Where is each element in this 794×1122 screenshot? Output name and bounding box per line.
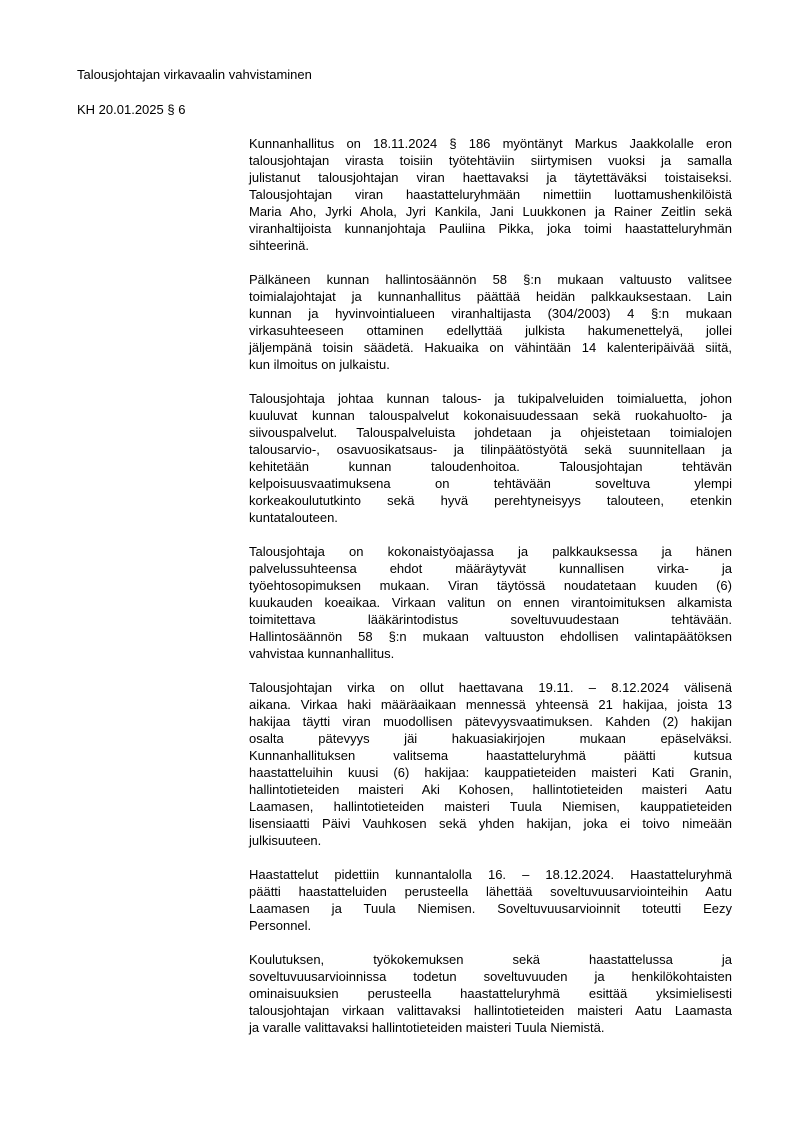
meeting-reference: KH 20.01.2025 § 6 <box>77 102 186 117</box>
body-paragraph <box>249 271 732 373</box>
paragraph-line: Maria Aho, Jyrki Ahola, Jyri Kankila, Jani Luukkonen ja Rainer Zeitlin sekä <box>249 204 732 219</box>
paragraph-line: Personnel. <box>249 918 312 933</box>
body-paragraph <box>249 951 732 1036</box>
paragraph-line: osalta pätevyys jäi hakuasiakirjojen mukaan epäselväksi. <box>249 731 732 746</box>
document-body <box>249 135 732 1053</box>
paragraph-line: vahvistaa kunnanhallitus. <box>249 646 395 661</box>
paragraph-line: virkasuhteeseen ottaminen edellyttää julkista hakumenettelyä, jollei <box>249 323 732 338</box>
paragraph-line: julistanut talousjohtajan viran haettavaksi ja täytettäväksi toistaiseksi. <box>249 170 732 185</box>
paragraph-line: Haastattelut pidettiin kunnantalolla 16. – 18.12.2024. Haastatteluryhmä <box>249 867 732 882</box>
paragraph-line: kunnan ja hyvinvointialueen viranhaltijasta (304/2003) 4 §:n mukaan <box>249 306 732 321</box>
paragraph-line: Pälkäneen kunnan hallintosäännön 58 §:n mukaan valtuusto valitsee <box>249 272 732 287</box>
paragraph-line: Hallintosäännön 58 §:n mukaan valtuuston ehdollisen valintapäätöksen <box>249 629 732 644</box>
paragraph-line: toimitettava lääkärintodistus soveltuvuudestaan tehtävään. <box>249 612 732 627</box>
body-paragraph <box>249 390 732 526</box>
paragraph-line: toimialajohtajat ja kunnanhallitus päättää heidän palkkauksestaan. Lain <box>249 289 732 304</box>
body-paragraph <box>249 543 732 662</box>
document-title: Talousjohtajan virkavaalin vahvistaminen <box>77 67 312 82</box>
paragraph-line: soveltuvuusarvioinnissa todetun soveltuvuuden ja henkilökohtaisten <box>249 969 732 984</box>
paragraph-line: Talousjohtaja johtaa kunnan talous- ja tukipalveluiden toimialuetta, johon <box>249 391 732 406</box>
paragraph-line: Laamasen ja Tuula Niemisen. Soveltuvuusarvioinnit toteutti Eezy <box>249 901 732 916</box>
paragraph-line: talousjohtajan virasta toisiin työtehtäviin siirtymisen vuoksi ja samalla <box>249 153 732 168</box>
paragraph-line: lisensiaatti Päivi Vauhkosen sekä yhden hakijan, joka ei toivo nimeään <box>249 816 732 831</box>
paragraph-line: kuuluvat kunnan talouspalvelut kokonaisuudessaan sekä ruokahuolto- ja <box>249 408 732 423</box>
paragraph-line: siivouspalvelut. Talouspalveluista johdetaan ja ohjeistetaan toimialojen <box>249 425 732 440</box>
paragraph-line: Talousjohtajan viran haastatteluryhmään nimettiin luottamushenkilöistä <box>249 187 732 202</box>
paragraph-line: Talousjohtaja on kokonaistyöajassa ja palkkauksessa ja hänen <box>249 544 732 559</box>
body-paragraph <box>249 679 732 849</box>
paragraph-line: talousarvio-, osavuosikatsaus- ja tilinpäätöstyötä sekä suunnitellaan ja <box>249 442 732 457</box>
paragraph-line: julkisuuteen. <box>249 833 322 848</box>
paragraph-line: aikana. Virkaa haki määräaikaan mennessä yhteensä 21 hakijaa, joista 13 <box>249 697 732 712</box>
paragraph-line: talousjohtajan virkaan valittavaksi hallintotieteiden maisteri Aatu Laamasta <box>249 1003 732 1018</box>
paragraph-line: päätti haastatteluiden perusteella lähettää soveltuvuusarviointeihin Aatu <box>249 884 732 899</box>
paragraph-line: palvelussuhteensa ehdot määräytyvät kunnallisen virka- ja <box>249 561 732 576</box>
paragraph-line: työehtosopimuksen mukaan. Viran täytössä noudatetaan kuuden (6) <box>249 578 732 593</box>
paragraph-line: sihteerinä. <box>249 238 309 253</box>
paragraph-line: hakijaa täytti viran muodollisen pätevyysvaatimuksen. Kahden (2) hakijan <box>249 714 732 729</box>
paragraph-line: viranhaltijoista kunnanjohtaja Pauliina Pikka, joka toimi haastatteluryhmän <box>249 221 732 236</box>
paragraph-line: Kunnanhallitus on 18.11.2024 § 186 myöntänyt Markus Jaakkolalle eron <box>249 136 732 151</box>
paragraph-line: ominaisuuksien perusteella haastatteluryhmä esittää yksimielisesti <box>249 986 732 1001</box>
paragraph-line: Laamasen, hallintotieteiden maisteri Tuula Niemisen, kauppatieteiden <box>249 799 732 814</box>
paragraph-line: jäljempänä toisin säädetä. Hakuaika on vähintään 14 kalenteripäivää siitä, <box>249 340 732 355</box>
paragraph-line: kun ilmoitus on julkaistu. <box>249 357 390 372</box>
paragraph-line: Talousjohtajan virka on ollut haettavana 19.11. – 8.12.2024 välisenä <box>249 680 732 695</box>
paragraph-line: ja varalle valittavaksi hallintotieteiden maisteri Tuula Niemistä. <box>249 1020 605 1035</box>
paragraph-line: haastatteluihin kuusi (6) hakijaa: kauppatieteiden maisteri Kati Granin, <box>249 765 732 780</box>
paragraph-line: Kunnanhallituksen valitsema haastatteluryhmä päätti kutsua <box>249 748 732 763</box>
paragraph-line: kelpoisuusvaatimuksena on tehtävään soveltuva ylempi <box>249 476 732 491</box>
paragraph-line: korkeakoulututkinto sekä hyvä perehtyneisyys talouteen, etenkin <box>249 493 732 508</box>
paragraph-line: kuntatalouteen. <box>249 510 338 525</box>
body-paragraph <box>249 135 732 254</box>
body-paragraph <box>249 866 732 934</box>
paragraph-line: kuukauden koeaikaa. Virkaan valitun on ennen virantoimituksen alkamista <box>249 595 732 610</box>
paragraph-line: kehitetään kunnan taloudenhoitoa. Talousjohtajan tehtävän <box>249 459 732 474</box>
paragraph-line: Koulutuksen, työkokemuksen sekä haastattelussa ja <box>249 952 732 967</box>
paragraph-line: hallintotieteiden maisteri Aki Kohosen, hallintotieteiden maisteri Aatu <box>249 782 732 797</box>
